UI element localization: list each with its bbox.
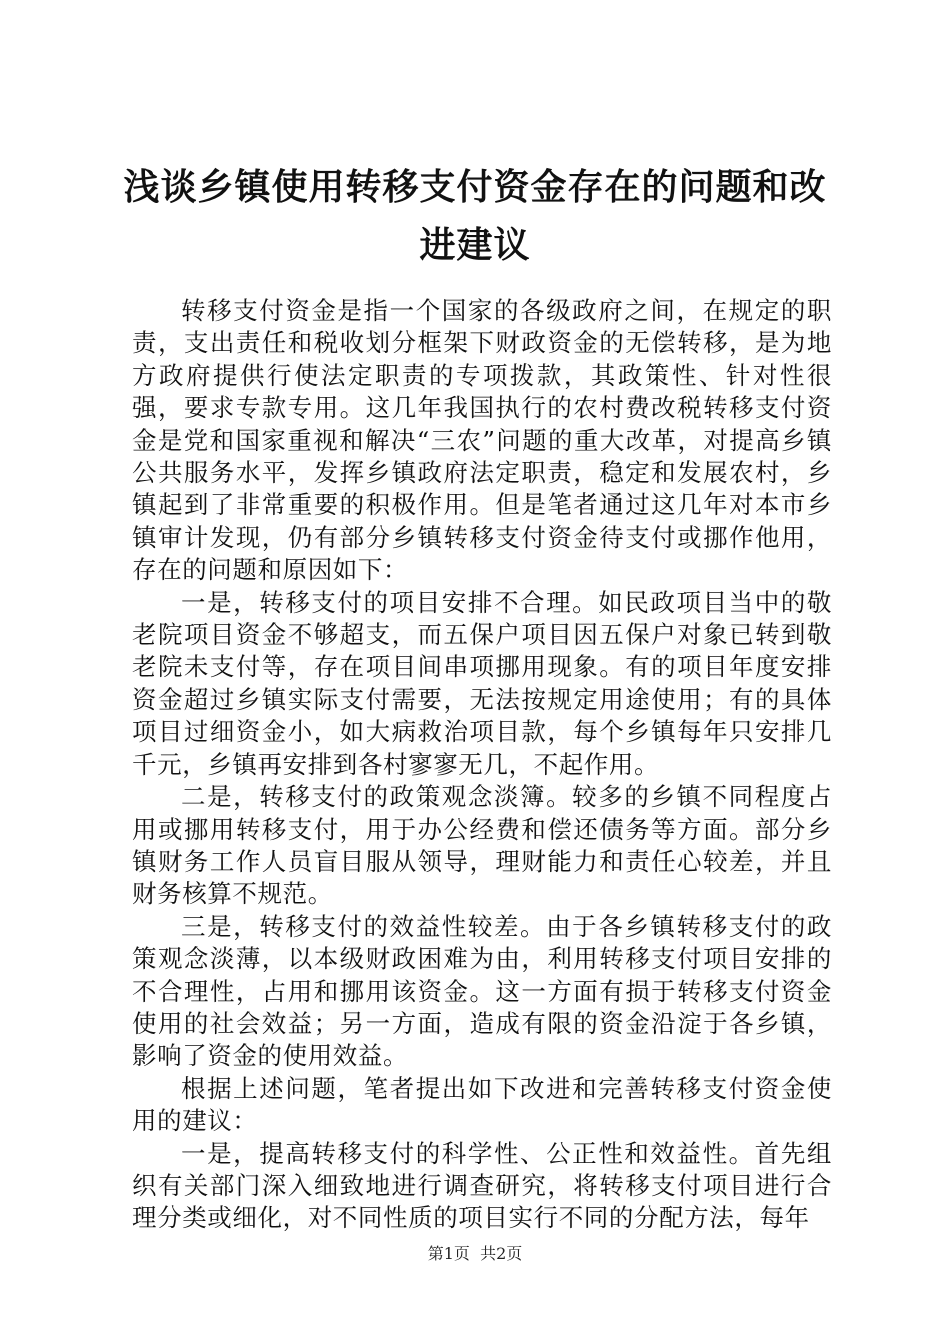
paragraph: 三是，转移支付的效益性较差。由于各乡镇转移支付的政策观念淡薄，以本级财政困难为由，利用转移支付项目安排的不合理性，占用和挪用该资金。这一方面有损于转移支付资金使用的社会效益；另一方面，造成有限的资金沿淀于各乡镇，影响了资金的使用效益。 [132,911,832,1071]
document-title: 浅谈乡镇使用转移支付资金存在的问题和改进建议 [123,166,827,266]
paragraph: 一是，提高转移支付的科学性、公正性和效益性。首先组织有关部门深入细致地进行调查研究，将转移支付项目进行合理分类或细化，对不同性质的项目实行不同的分配方法，每年 [132,1138,832,1233]
paragraph: 一是，转移支付的项目安排不合理。如民政项目当中的敬老院项目资金不够超支，而五保户项目因五保户对象已转到敬老院未支付等，存在项目间串项挪用现象。有的项目年度安排资金超过乡镇实际支付需要，无法按规定用途使用；有的具体项目过细资金小，如大病救治项目款，每个乡镇每年只安排几千元，乡镇再安排到各村寥寥无几，不起作用。 [132,587,832,779]
paragraph: 根据上述问题，笔者提出如下改进和完善转移支付资金使用的建议： [132,1073,832,1136]
document-body [132,295,832,1235]
paragraph: 二是，转移支付的政策观念淡簿。较多的乡镇不同程度占用或挪用转移支付，用于办公经费和偿还债务等方面。部分乡镇财务工作人员盲目服从领导，理财能力和责任心较差，并且财务核算不规范。 [132,782,832,909]
page-number-footer: 第1页 共2页 [427,1244,523,1263]
paragraph: 转移支付资金是指一个国家的各级政府之间，在规定的职责，支出责任和税收划分框架下财政资金的无偿转移，是为地方政府提供行使法定职责的专项拨款，其政策性、针对性很强，要求专款专用。这几年我国执行的农村费改税转移支付资金是党和国家重视和解决“三农”问题的重大改革，对提高乡镇公共服务水平，发挥乡镇政府法定职责，稳定和发展农村，乡镇起到了非常重要的积极作用。但是笔者通过这几年对本市乡镇审计发现，仍有部分乡镇转移支付资金待支付或挪作他用，存在的问题和原因如下： [132,296,832,585]
